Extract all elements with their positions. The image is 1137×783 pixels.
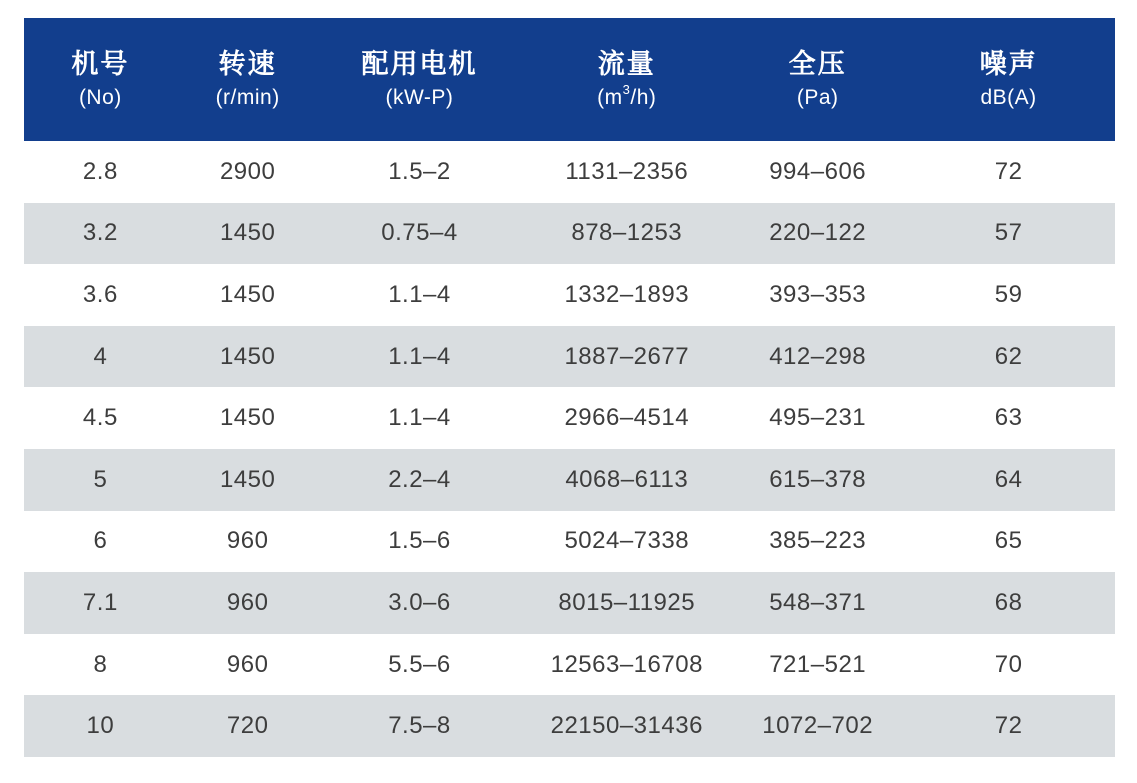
cell-noise: 59 [994,280,1023,308]
table-header-row [24,18,1115,141]
cell-flow: 2966–4514 [564,404,690,432]
cell-motor: 2.2–4 [388,465,451,493]
cell-pressure: 393–353 [769,280,867,308]
table-row [24,511,1115,573]
cell-motor: 1.1–4 [388,342,451,370]
column-header-flow [520,50,733,110]
cell-no: 10 [86,712,115,740]
column-header-label: 噪声 [979,48,1038,79]
cell-flow: 22150–31436 [550,712,703,740]
column-header-label: 转速 [218,48,277,79]
cell-noise: 72 [994,157,1023,185]
column-header-speed [177,50,319,110]
cell-no: 8 [93,650,108,678]
cell-motor: 7.5–8 [388,712,451,740]
cell-no: 6 [93,527,108,555]
unit-superscript: 3 [622,82,631,98]
cell-pressure: 994–606 [769,157,867,185]
cell-motor: 1.1–4 [388,404,451,432]
table-row [24,326,1115,388]
cell-flow: 1887–2677 [564,342,690,370]
column-header-motor [319,50,521,110]
unit-text: (m [597,86,623,110]
cell-flow: 1131–2356 [565,157,689,185]
cell-speed: 1450 [219,342,276,370]
cell-noise: 57 [994,219,1023,247]
cell-no: 2.8 [82,157,118,185]
table-row [24,387,1115,449]
cell-flow: 878–1253 [571,219,683,247]
cell-speed: 1450 [219,465,276,493]
cell-pressure: 721–521 [769,650,867,678]
cell-flow: 5024–7338 [564,527,690,555]
cell-no: 4.5 [82,404,118,432]
cell-no: 4 [93,342,108,370]
cell-speed: 1450 [219,219,276,247]
cell-motor: 3.0–6 [388,588,451,616]
cell-motor: 1.5–6 [388,527,451,555]
cell-no: 7.1 [82,588,118,616]
table-row [24,634,1115,696]
cell-speed: 1450 [219,280,276,308]
cell-speed: 960 [226,650,269,678]
cell-pressure: 385–223 [769,527,867,555]
column-header-label: 全压 [788,48,847,79]
cell-motor: 5.5–6 [388,650,451,678]
unit-text: /h) [630,86,657,110]
column-header-unit: (kW-P) [385,86,454,110]
cell-pressure: 412–298 [769,342,867,370]
cell-noise: 64 [994,465,1023,493]
column-header-unit: (r/min) [215,86,280,110]
table-row [24,141,1115,203]
cell-flow: 8015–11925 [558,588,696,616]
cell-pressure: 1072–702 [762,712,874,740]
cell-motor: 1.1–4 [388,280,451,308]
column-header-label: 机号 [71,48,130,79]
cell-pressure: 495–231 [769,404,867,432]
cell-speed: 960 [226,527,269,555]
cell-flow: 4068–6113 [565,465,689,493]
cell-flow: 12563–16708 [550,650,703,678]
cell-no: 3.6 [82,280,118,308]
cell-flow: 1332–1893 [564,280,690,308]
cell-speed: 720 [226,712,269,740]
fan-spec-table [24,18,1115,757]
table-row [24,203,1115,265]
cell-motor: 1.5–2 [388,157,451,185]
column-header-label: 流量 [597,48,656,79]
cell-noise: 65 [994,527,1023,555]
column-header-unit: (No) [78,86,122,110]
cell-motor: 0.75–4 [381,219,458,247]
cell-noise: 63 [994,404,1023,432]
cell-noise: 72 [994,712,1023,740]
column-header-unit: dB(A) [980,86,1037,110]
table-row [24,572,1115,634]
table-row [24,449,1115,511]
table-row [24,695,1115,757]
cell-pressure: 220–122 [769,219,867,247]
cell-no: 3.2 [82,219,118,247]
cell-no: 5 [93,465,108,493]
cell-pressure: 548–371 [769,588,867,616]
table-body [24,141,1115,757]
cell-noise: 70 [994,650,1023,678]
table-row [24,264,1115,326]
column-header-no [24,50,177,110]
column-header-unit: (Pa) [796,86,839,110]
cell-speed: 960 [226,588,269,616]
cell-noise: 68 [994,588,1023,616]
cell-pressure: 615–378 [769,465,867,493]
cell-speed: 2900 [219,157,276,185]
column-header-unit [597,82,657,110]
column-header-label: 配用电机 [361,48,478,79]
column-header-noise [902,50,1115,110]
cell-noise: 62 [994,342,1023,370]
cell-speed: 1450 [219,404,276,432]
column-header-pressure [733,50,902,110]
